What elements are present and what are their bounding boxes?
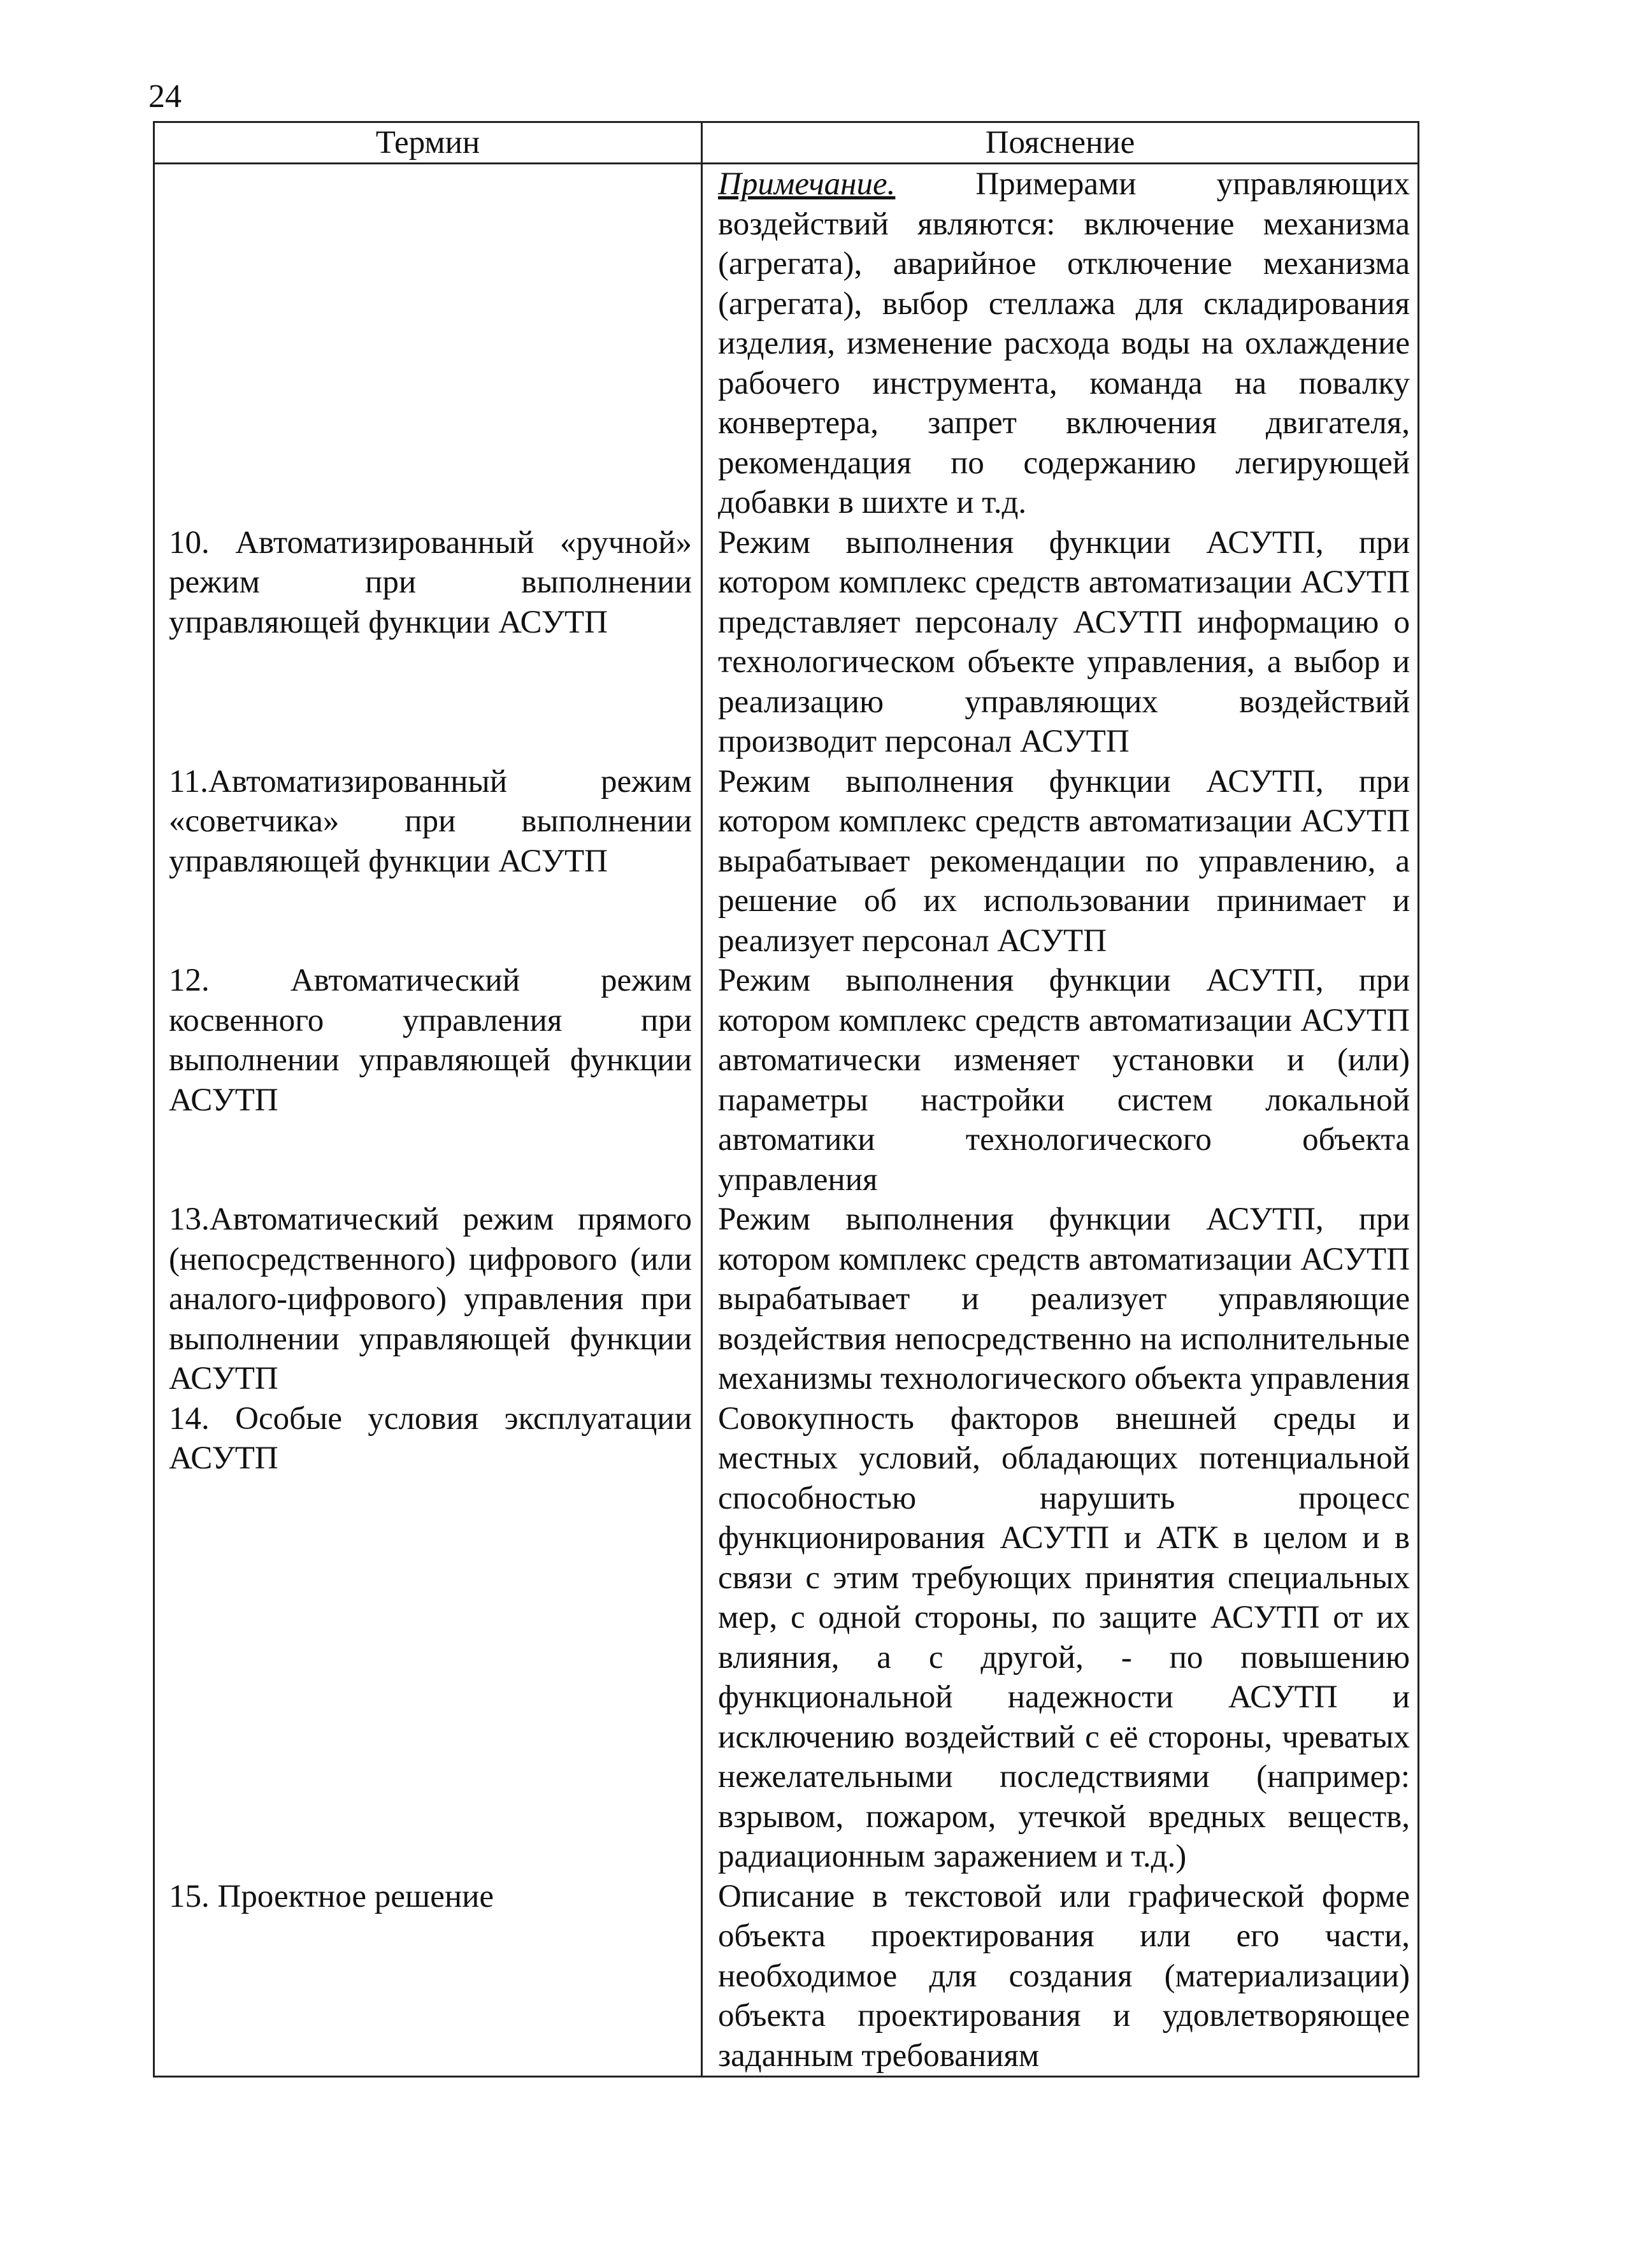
explanation-cell: Описание в текстовой или графической форме объекта проектирования или его части, необходимое для создания (материализации) объекта проектирования и удовлетворяющее заданным требованиям xyxy=(702,1877,1419,2077)
header-explanation: Пояснение xyxy=(702,122,1419,164)
explanation-cell: Режим выполнения функции АСУТП, при котором комплекс средств автоматизации АСУТП автоматически изменяет установки и (или) параметры настройки систем локальной автоматики технологического объекта управления xyxy=(702,961,1419,1200)
table-row xyxy=(154,1399,1419,1877)
table-row-note xyxy=(154,164,1419,523)
term-cell: 10. Автоматизированный «ручной» режим при выполнении управляющей функции АСУТП xyxy=(154,523,702,762)
term-cell: 14. Особые условия эксплуатации АСУТП xyxy=(154,1399,702,1877)
page-number: 24 xyxy=(148,78,182,115)
note-term-cell xyxy=(154,164,702,523)
explanation-cell: Режим выполнения функции АСУТП, при котором комплекс средств автоматизации АСУТП вырабатывает и реализует управляющие воздействия непосредственно на исполнительные механизмы технологического объекта управления xyxy=(702,1200,1419,1399)
table-row xyxy=(154,523,1419,762)
table-row xyxy=(154,762,1419,961)
term-cell: 15. Проектное решение xyxy=(154,1877,702,2077)
table-row xyxy=(154,1877,1419,2077)
table-header-row xyxy=(154,122,1419,164)
term-cell: 11.Автоматизированный режим «советчика» при выполнении управляющей функции АСУТП xyxy=(154,762,702,961)
note-text: Примерами управляющих воздействий являются: включение механизма (агрегата), аварийное отключение механизма (агрегата), выбор стеллажа для складирования изделия, изменение расхода воды на охлаждение рабочего инструмента, команда на повалку конвертера, запрет включения двигателя, рекомендация по содержанию легирующей добавки в шихте и т.д. xyxy=(718,166,1410,520)
table-row xyxy=(154,961,1419,1200)
table-row xyxy=(154,1200,1419,1399)
note-label: Примечание. xyxy=(718,166,896,202)
term-cell: 12. Автоматический режим косвенного управления при выполнении управляющей функции АСУТП xyxy=(154,961,702,1200)
term-cell: 13.Автоматический режим прямого (непосредственного) цифрового (или аналого-цифрового) управления при выполнении управляющей функции АСУТП xyxy=(154,1200,702,1399)
note-cell xyxy=(702,164,1419,523)
explanation-cell: Совокупность факторов внешней среды и местных условий, обладающих потенциальной способностью нарушить процесс функционирования АСУТП и АТК в целом и в связи с этим требующих принятия специальных мер, с одной стороны, по защите АСУТП от их влияния, а с другой, - по повышению функциональной надежности АСУТП и исключению воздействий с её стороны, чреватых нежелательными последствиями (например: взрывом, пожаром, утечкой вредных веществ, радиационным заражением и т.д.) xyxy=(702,1399,1419,1877)
header-term: Термин xyxy=(154,122,702,164)
terms-table xyxy=(153,121,1419,2078)
explanation-cell: Режим выполнения функции АСУТП, при котором комплекс средств автоматизации АСУТП представляет персоналу АСУТП информацию о технологическом объекте управления, а выбор и реализацию управляющих воздействий производит персонал АСУТП xyxy=(702,523,1419,762)
explanation-cell: Режим выполнения функции АСУТП, при котором комплекс средств автоматизации АСУТП вырабатывает рекомендации по управлению, а решение об их использовании принимает и реализует персонал АСУТП xyxy=(702,762,1419,961)
